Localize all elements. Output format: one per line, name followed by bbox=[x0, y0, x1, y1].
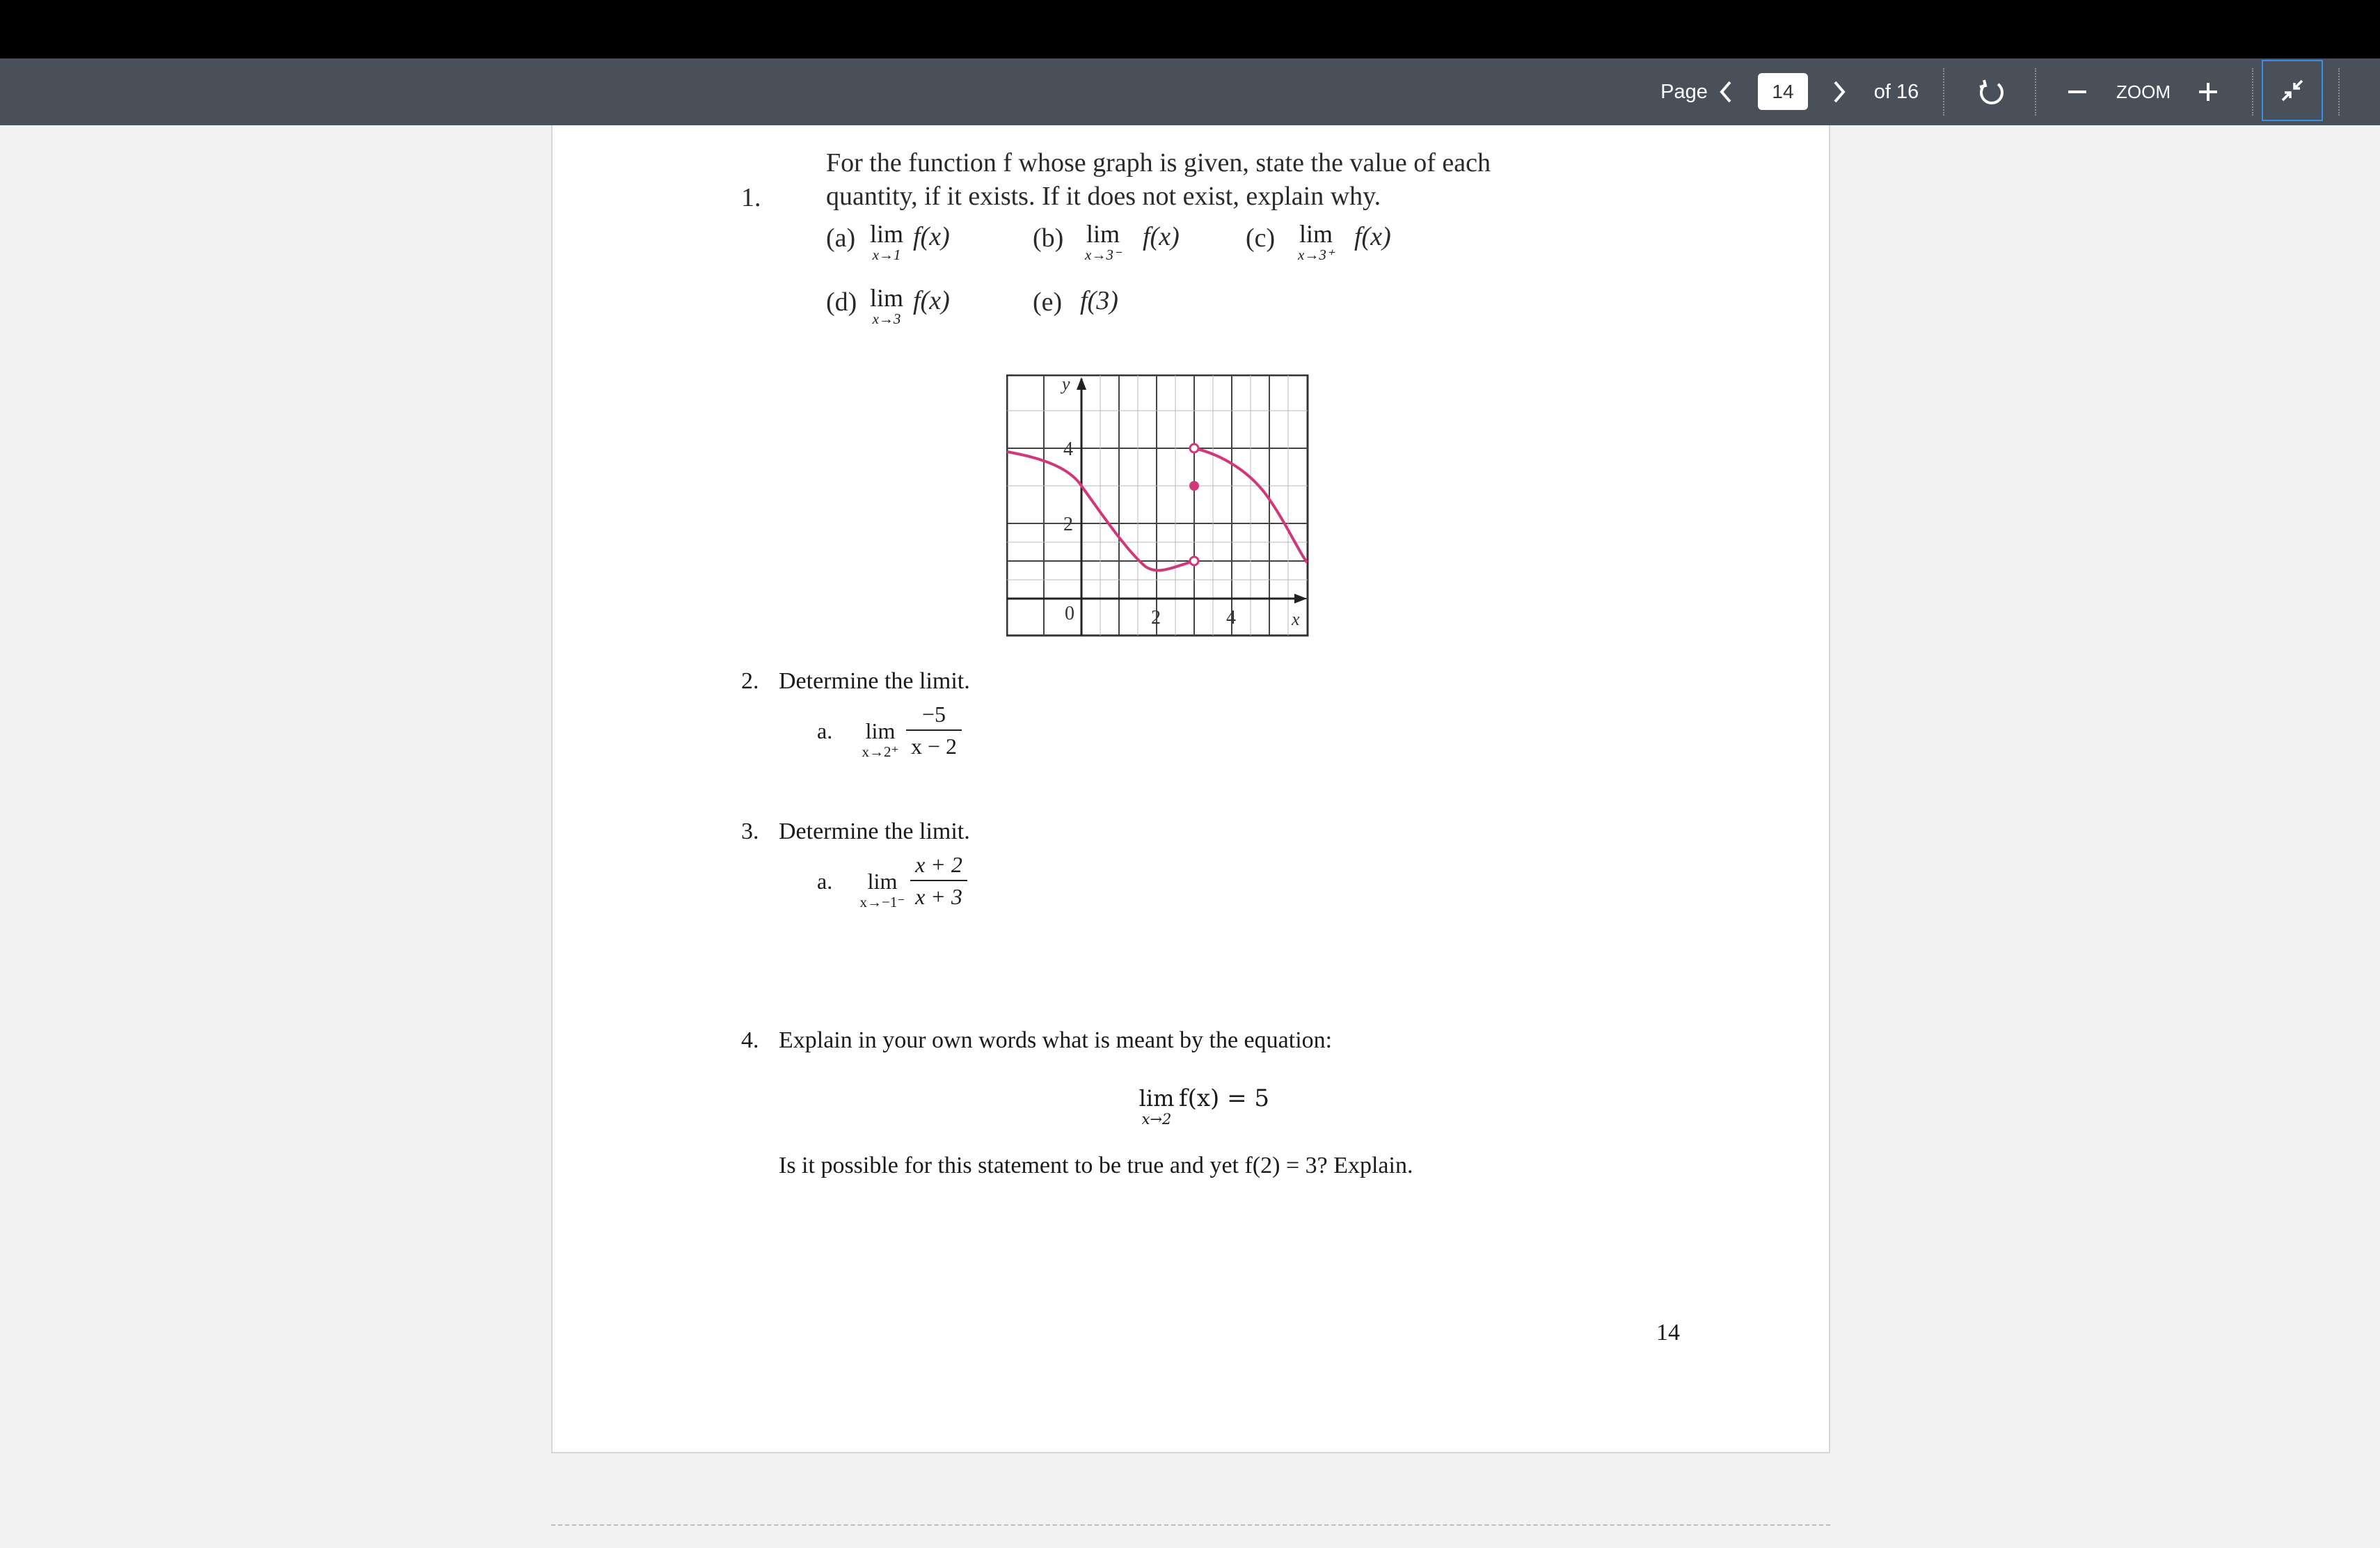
pdf-toolbar bbox=[0, 58, 2380, 125]
rotate-button[interactable] bbox=[1971, 58, 2013, 125]
lim-word: lim bbox=[869, 220, 903, 248]
q1-part-d-lim bbox=[866, 285, 907, 327]
q3-number: 3. bbox=[741, 819, 759, 844]
numerator: −5 bbox=[921, 702, 946, 727]
q1-part-c-label: (c) bbox=[1246, 223, 1276, 253]
q2-part-label: a. bbox=[817, 718, 833, 743]
q4-lim bbox=[1137, 1086, 1176, 1128]
lim-subscript: x→1 bbox=[872, 246, 901, 263]
q3-part-label: a. bbox=[817, 869, 833, 894]
y-axis-label: y bbox=[1062, 374, 1070, 394]
top-black-bar bbox=[0, 0, 2380, 58]
toolbar-divider bbox=[2338, 68, 2340, 116]
page-number-input[interactable]: 14 bbox=[1758, 73, 1808, 110]
q4-text: Explain in your own words what is meant by the equation: bbox=[779, 1027, 1333, 1053]
q3-text: Determine the limit. bbox=[779, 819, 970, 844]
x-axis-label: x bbox=[1292, 609, 1300, 629]
page-label: Page bbox=[1660, 80, 1708, 103]
q1-part-e-label: (e) bbox=[1033, 287, 1063, 317]
q1-line1: For the function f whose graph is given, state the value of each bbox=[826, 148, 1491, 177]
q1-part-b-expr: f(x) bbox=[1143, 222, 1180, 251]
open-point-top bbox=[1190, 444, 1198, 452]
q4-equation: f(x) = 5 bbox=[1179, 1084, 1270, 1112]
lim-subscript: x→2 bbox=[1141, 1111, 1172, 1128]
y-tick-4: 4 bbox=[1063, 439, 1073, 460]
lim-subscript: x→3⁻ bbox=[1085, 246, 1121, 263]
q1-part-c-lim bbox=[1293, 221, 1339, 263]
q1-line2: quantity, if it exists. If it does not exist, explain why. bbox=[826, 182, 1381, 211]
rotate-icon bbox=[1977, 77, 2006, 106]
toolbar-divider bbox=[1943, 68, 1944, 116]
next-page-button[interactable] bbox=[1822, 58, 1857, 125]
q2-number: 2. bbox=[741, 668, 759, 694]
exit-fullscreen-icon bbox=[2280, 78, 2305, 103]
q2-fraction bbox=[906, 700, 962, 760]
zoom-in-button[interactable] bbox=[2191, 58, 2226, 125]
q1-part-e-expr: f(3) bbox=[1080, 286, 1118, 315]
filled-point bbox=[1189, 481, 1199, 491]
lim-word: lim bbox=[865, 718, 896, 743]
y-tick-2: 2 bbox=[1063, 514, 1073, 535]
denominator: x − 2 bbox=[910, 734, 958, 759]
q1-number: 1. bbox=[741, 183, 761, 212]
lim-word: lim bbox=[1299, 220, 1333, 248]
q1-function-graph bbox=[1006, 374, 1310, 638]
q1-part-a-expr: f(x) bbox=[913, 222, 950, 251]
lim-word: lim bbox=[1086, 220, 1120, 248]
toolbar-divider bbox=[2035, 68, 2036, 116]
numerator: x + 2 bbox=[915, 852, 962, 877]
zoom-out-button[interactable] bbox=[2060, 58, 2095, 125]
lim-word: lim bbox=[867, 869, 898, 894]
x-tick-4: 4 bbox=[1226, 607, 1236, 629]
open-point-bottom bbox=[1190, 557, 1198, 565]
q1-part-a-label: (a) bbox=[826, 223, 856, 253]
minus-icon bbox=[2067, 81, 2088, 102]
q4-number: 4. bbox=[741, 1027, 759, 1053]
lim-word: lim bbox=[1139, 1085, 1175, 1112]
q2-lim bbox=[856, 718, 905, 760]
denominator: x + 3 bbox=[915, 884, 962, 909]
q1-part-b-lim bbox=[1080, 221, 1126, 263]
chevron-right-icon bbox=[1831, 79, 1848, 104]
lim-word: lim bbox=[869, 284, 903, 312]
q2-text: Determine the limit. bbox=[779, 668, 970, 694]
chevron-left-icon bbox=[1717, 79, 1734, 104]
plus-icon bbox=[2198, 81, 2219, 102]
prev-page-button[interactable] bbox=[1708, 58, 1743, 125]
q4-followup: Is it possible for this statement to be true and yet f(2) = 3? Explain. bbox=[779, 1153, 1413, 1178]
fraction-bar bbox=[910, 880, 967, 881]
exit-fullscreen-button[interactable] bbox=[2262, 60, 2323, 121]
toolbar-divider bbox=[2252, 68, 2253, 116]
q3-lim bbox=[856, 869, 909, 910]
q1-part-d-label: (d) bbox=[826, 287, 857, 317]
next-page-boundary bbox=[551, 1524, 1830, 1526]
pdf-page bbox=[551, 125, 1830, 1453]
q1-part-c-expr: f(x) bbox=[1354, 222, 1391, 251]
q1-part-d-expr: f(x) bbox=[913, 286, 950, 315]
lim-subscript: x→3⁺ bbox=[1298, 246, 1334, 263]
q1-part-b-label: (b) bbox=[1033, 223, 1064, 253]
lim-subscript: x→−1⁻ bbox=[859, 894, 905, 910]
lim-subscript: x→3 bbox=[872, 310, 901, 327]
q1-part-a-lim bbox=[866, 221, 907, 263]
x-tick-2: 2 bbox=[1151, 607, 1161, 629]
q3-fraction bbox=[910, 851, 967, 910]
lim-subscript: x→2⁺ bbox=[862, 743, 899, 760]
page-number: 14 bbox=[1656, 1320, 1680, 1345]
zoom-label: ZOOM bbox=[2116, 81, 2171, 102]
origin-label: 0 bbox=[1065, 603, 1074, 624]
page-count: of 16 bbox=[1873, 80, 1919, 103]
fraction-bar bbox=[906, 729, 962, 731]
